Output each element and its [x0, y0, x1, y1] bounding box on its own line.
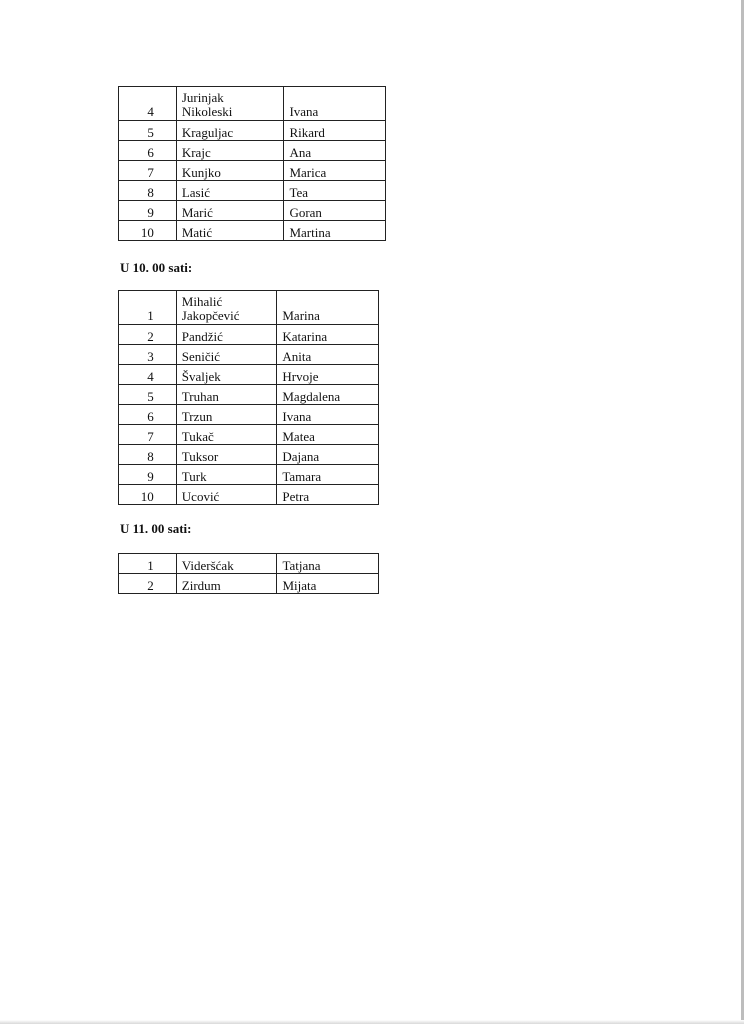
table-row	[119, 345, 379, 365]
first-name-cell: Ivana	[277, 405, 379, 425]
first-name-cell: Anita	[277, 345, 379, 365]
surname-cell	[176, 365, 277, 385]
first-name-cell: Matea	[277, 425, 379, 445]
surname-text: Kunjko	[181, 165, 221, 180]
row-number: 9	[119, 465, 177, 485]
surname-text: Švaljek	[181, 369, 221, 384]
row-number: 5	[119, 385, 177, 405]
first-name-cell: Hrvoje	[277, 365, 379, 385]
first-name-cell: Ana	[284, 141, 386, 161]
surname-cell	[176, 291, 277, 325]
surname-text: Pandžić	[181, 329, 223, 344]
row-number: 4	[119, 87, 177, 121]
row-number: 1	[119, 291, 177, 325]
first-name-cell: Petra	[277, 485, 379, 505]
surname-cell	[176, 345, 277, 365]
table-row	[119, 121, 386, 141]
table-row	[119, 161, 386, 181]
surname-text: Jakopčević	[181, 308, 240, 323]
surname-text: Seničić	[181, 349, 221, 364]
surname-cell	[176, 201, 284, 221]
first-name-cell: Tea	[284, 181, 386, 201]
table-row	[119, 554, 379, 574]
first-name-cell: Rikard	[284, 121, 386, 141]
surname-cell	[176, 485, 277, 505]
surname-text: Matić	[181, 225, 213, 240]
row-number: 9	[119, 201, 177, 221]
table-row	[119, 87, 386, 121]
surname-text: Videršćak	[181, 558, 234, 573]
surname-cell	[176, 181, 284, 201]
surname-text: Marić	[181, 205, 213, 220]
table-row	[119, 385, 379, 405]
first-name-cell: Tatjana	[277, 554, 379, 574]
row-number: 6	[119, 405, 177, 425]
surname-text: Krajc	[181, 145, 211, 160]
first-name-cell: Marica	[284, 161, 386, 181]
page-bottom-edge	[0, 1020, 744, 1024]
surname-cell	[176, 121, 284, 141]
table-row	[119, 141, 386, 161]
first-name-cell: Tamara	[277, 465, 379, 485]
table-row	[119, 445, 379, 465]
row-number: 4	[119, 365, 177, 385]
table-row	[119, 405, 379, 425]
surname-text: Jurinjak	[181, 90, 224, 105]
surname-cell	[176, 161, 284, 181]
roster-table-a	[118, 86, 386, 241]
row-number: 1	[119, 554, 177, 574]
table-row	[119, 201, 386, 221]
surname-text: Mihalić	[181, 294, 223, 309]
surname-cell	[176, 574, 277, 594]
table-row	[119, 181, 386, 201]
surname-cell	[176, 405, 277, 425]
surname-cell	[176, 141, 284, 161]
surname-cell	[176, 87, 284, 121]
surname-cell	[176, 465, 277, 485]
table-row	[119, 221, 386, 241]
table-row	[119, 291, 379, 325]
first-name-cell: Mijata	[277, 574, 379, 594]
first-name-cell: Ivana	[284, 87, 386, 121]
first-name-cell: Goran	[284, 201, 386, 221]
session-heading-11: U 11. 00 sati:	[120, 521, 192, 536]
roster-table-b	[118, 290, 379, 505]
surname-text: Tukač	[181, 429, 214, 444]
surname-cell	[176, 221, 284, 241]
surname-text: Lasić	[181, 185, 210, 200]
row-number: 2	[119, 574, 177, 594]
surname-text: Truhan	[181, 389, 219, 404]
row-number: 10	[119, 221, 177, 241]
first-name-cell: Dajana	[277, 445, 379, 465]
row-number: 8	[119, 445, 177, 465]
surname-cell	[176, 385, 277, 405]
row-number: 7	[119, 425, 177, 445]
table-row	[119, 574, 379, 594]
row-number: 10	[119, 485, 177, 505]
table-row	[119, 425, 379, 445]
surname-text: Turk	[181, 469, 207, 484]
table-row	[119, 485, 379, 505]
surname-text: Nikoleski	[181, 104, 233, 119]
surname-cell	[176, 445, 277, 465]
surname-text: Ucović	[181, 489, 220, 504]
surname-text: Tuksor	[181, 449, 219, 464]
row-number: 3	[119, 345, 177, 365]
row-number: 7	[119, 161, 177, 181]
surname-text: Trzun	[181, 409, 213, 424]
first-name-cell: Marina	[277, 291, 379, 325]
table-row	[119, 365, 379, 385]
surname-text: Kraguljac	[181, 125, 234, 140]
table-row	[119, 465, 379, 485]
first-name-cell: Magdalena	[277, 385, 379, 405]
row-number: 2	[119, 325, 177, 345]
surname-text: Zirdum	[181, 578, 221, 593]
table-row	[119, 325, 379, 345]
surname-cell	[176, 325, 277, 345]
surname-cell	[176, 425, 277, 445]
surname-cell	[176, 554, 277, 574]
row-number: 5	[119, 121, 177, 141]
first-name-cell: Katarina	[277, 325, 379, 345]
session-heading-10: U 10. 00 sati:	[120, 260, 193, 275]
row-number: 8	[119, 181, 177, 201]
first-name-cell: Martina	[284, 221, 386, 241]
row-number: 6	[119, 141, 177, 161]
roster-table-c	[118, 553, 379, 594]
